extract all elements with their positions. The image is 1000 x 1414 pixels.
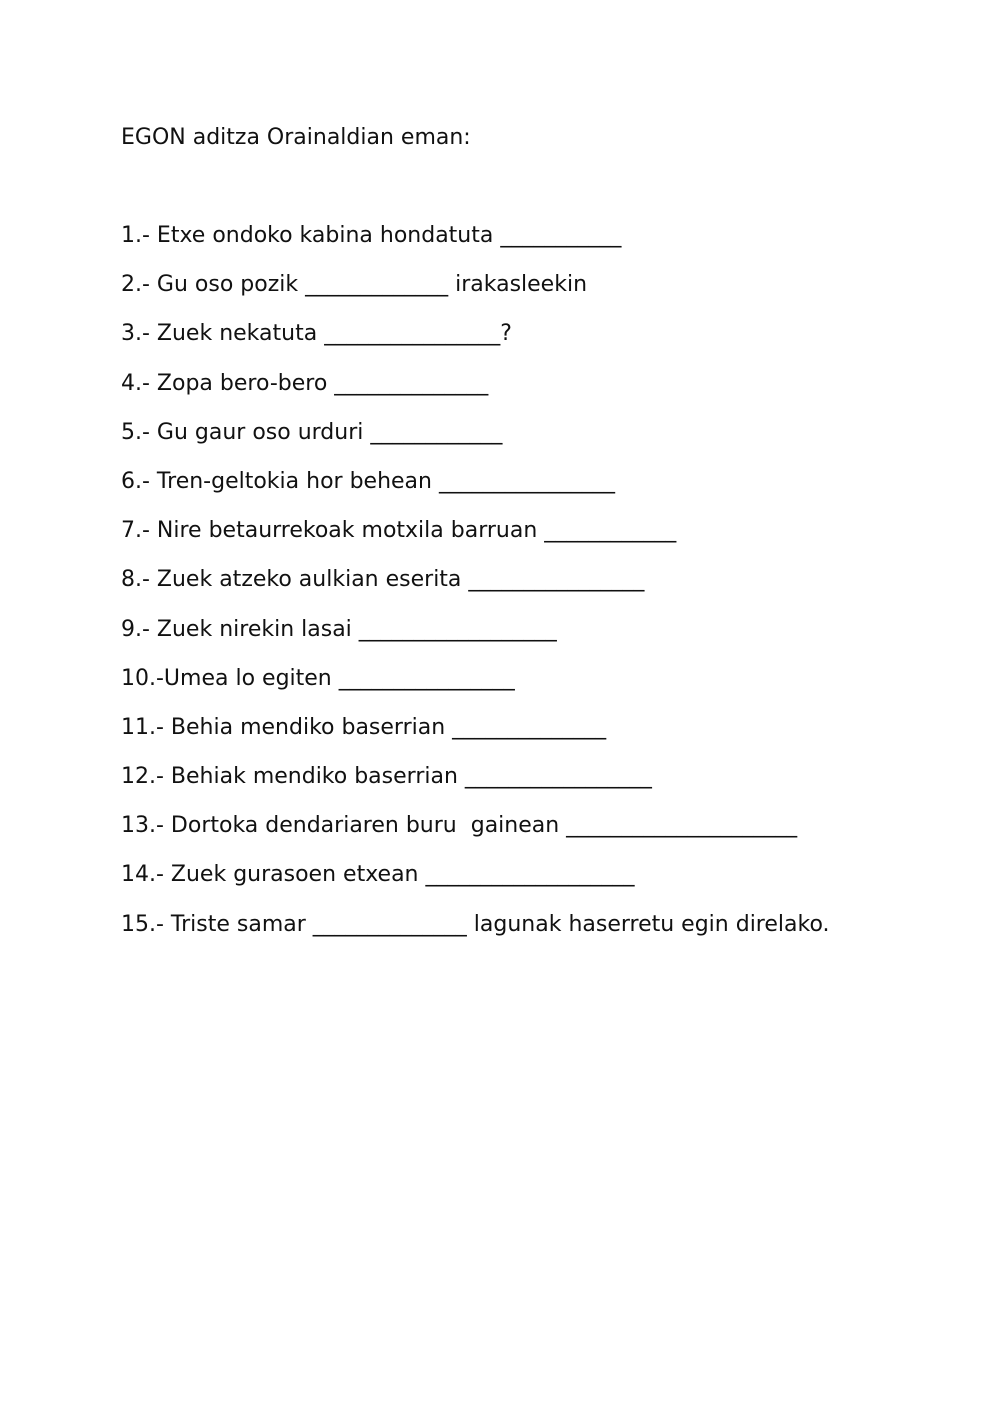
exercise-item-15 [121, 911, 830, 960]
exercise-item-2 [121, 271, 830, 320]
exercise-list [121, 222, 830, 960]
exercise-text: 5.- Gu gaur oso urduri ____________ [121, 419, 503, 445]
exercise-text: 13.- Dortoka dendariaren buru gainean _____________________ [121, 813, 798, 839]
exercise-text: 15.- Triste samar ______________ lagunak haserretu egin direlako. [121, 911, 830, 937]
exercise-text: 2.- Gu oso pozik _____________ irakasleekin [121, 272, 588, 298]
exercise-item-10 [121, 665, 830, 714]
exercise-item-13 [121, 812, 830, 861]
exercise-text: 7.- Nire betaurrekoak motxila barruan ____________ [121, 518, 677, 544]
exercise-item-9 [121, 616, 830, 665]
exercise-text: 11.- Behia mendiko baserrian ______________ [121, 714, 607, 740]
exercise-text: 14.- Zuek gurasoen etxean ___________________ [121, 862, 635, 888]
exercise-item-8 [121, 566, 830, 615]
exercise-text: 10.-Umea lo egiten ________________ [121, 665, 515, 691]
exercise-item-14 [121, 861, 830, 910]
instruction-heading: EGON aditza Orainaldian eman: [121, 125, 471, 150]
exercise-item-7 [121, 517, 830, 566]
exercise-text: 8.- Zuek atzeko aulkian eserita ________________ [121, 567, 645, 593]
exercise-text: 6.- Tren-geltokia hor behean ________________ [121, 468, 615, 494]
exercise-item-1 [121, 222, 830, 271]
exercise-item-6 [121, 468, 830, 517]
exercise-item-3 [121, 320, 830, 369]
exercise-item-11 [121, 714, 830, 763]
exercise-text: 1.- Etxe ondoko kabina hondatuta ___________ [121, 223, 622, 248]
exercise-item-12 [121, 763, 830, 812]
exercise-text: 12.- Behiak mendiko baserrian _________________ [121, 764, 652, 790]
exercise-item-4 [121, 370, 830, 419]
exercise-text: 9.- Zuek nirekin lasai __________________ [121, 616, 557, 642]
exercise-item-5 [121, 419, 830, 468]
exercise-text: 3.- Zuek nekatuta ________________? [121, 321, 512, 347]
exercise-text: 4.- Zopa bero-bero ______________ [121, 370, 489, 396]
